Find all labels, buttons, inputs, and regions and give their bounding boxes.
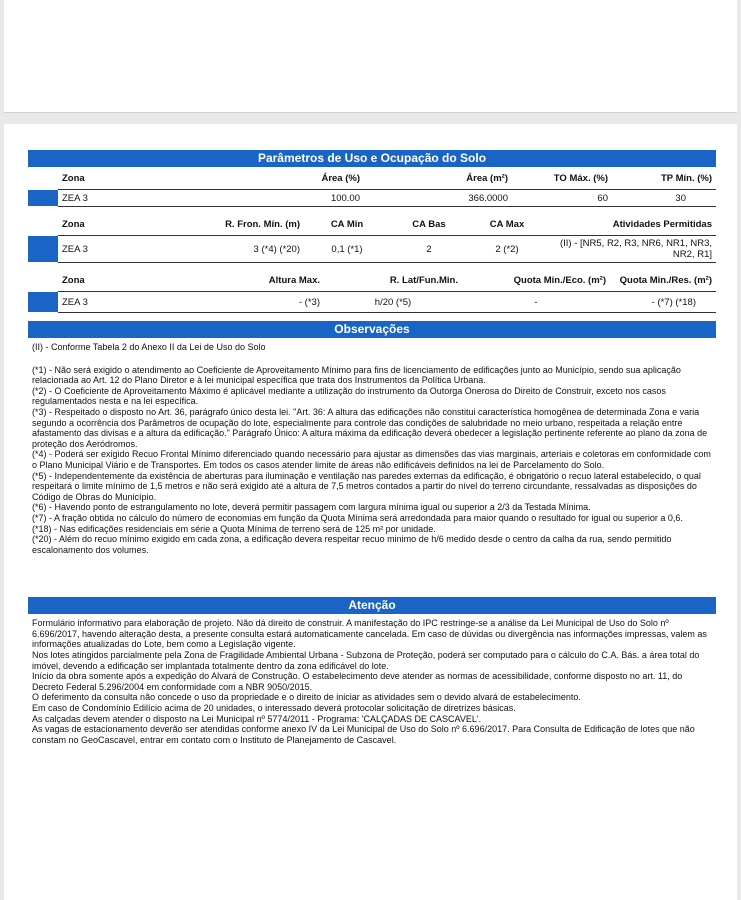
observacao-item: (*5) - Independentemente da existência de aberturas para iluminação e ventilação nas paredes externas da edificação, é obrigatório o recuo lateral estabelecido, o qual respeitará o limite mínimo de 1,5 metros e não será exigido até a altura de 7,5 metros contados a partir do nível do terreno circundante, ressalvadas as disposições do Código de Obras do Município. bbox=[32, 470, 701, 502]
observacoes-body bbox=[28, 342, 716, 555]
col-area-pct: Área (%) bbox=[216, 167, 364, 190]
col-r-fron: R. Fron. Mín. (m) bbox=[166, 213, 304, 236]
cell-to-max: 60 bbox=[512, 190, 612, 207]
col-to-max: TO Máx. (%) bbox=[512, 167, 612, 190]
cell-ca-min: 0,1 (*1) bbox=[304, 236, 390, 263]
col-zona: Zona bbox=[58, 167, 216, 190]
col-ca-min: CA Min bbox=[304, 213, 390, 236]
observacoes-intro: (II) - Conforme Tabela 2 do Anexo II da Lei de Uso do Solo bbox=[32, 342, 266, 352]
atencao-paragraph: Início da obra somente após a expedição do Alvará de Construção. O estabelecimento deve atender as normas de acessibilidade, conforme disposto no art. 11, do Decreto Federal 5.296/2004 em conformidade com a NBR 9050/2015. bbox=[32, 671, 683, 692]
col-ca-max: CA Max bbox=[468, 213, 546, 236]
cell-ca-bas: 2 bbox=[390, 236, 468, 263]
col-zona: Zona bbox=[58, 269, 166, 292]
col-quota-res: Quota Min./Res. (m²) bbox=[610, 269, 716, 292]
table-recuos bbox=[28, 213, 716, 263]
cell-area-m2: 366.0000 bbox=[364, 190, 512, 207]
table-header-row bbox=[28, 167, 716, 190]
observacao-item: (*1) - Não será exigido o atendimento ao Coeficiente de Aproveitamento Mínimo para fins de licenciamento de edificações junto ao Município, sendo sua aplicação relacionada ao Art. 12 do Plano Diretor e à lei municipal específica que trata dos Instrumentos da Política Urbana. bbox=[32, 364, 681, 386]
cell-quota-eco: - bbox=[462, 292, 610, 313]
parametros-header: Parâmetros de Uso e Ocupação do Solo bbox=[28, 150, 716, 167]
table-row bbox=[28, 236, 716, 263]
observacao-item: (*2) - O Coeficiente de Aproveitamento Máximo é aplicável mediante a utilização do instrumento da Outorga Onerosa do Direito de Construir, exceto nos casos regulamentados nesta e na lei específica. bbox=[32, 385, 666, 407]
table-row bbox=[28, 292, 716, 313]
atencao-paragraph: O deferimento da consulta não concede o uso da propriedade e o direito de iniciar as atividades sem o devido alvará de estabelecimento. bbox=[32, 692, 581, 703]
observacao-item: (*6) - Havendo ponto de estrangulamento no lote, deverá permitir passagem com largura mínima igual ou superior a 2/3 da Testada Mínima. bbox=[32, 502, 591, 513]
header-spacer bbox=[28, 269, 58, 292]
atencao-paragraph: As calçadas devem atender o disposto na Lei Municipal nº 5774/2011 - Programa: 'CALÇADAS DE CASCAVEL'. bbox=[32, 713, 482, 724]
previous-page bbox=[4, 0, 737, 113]
observacao-item: (*20) - Além do recuo mínimo exigido em cada zona, a edificação devera respeitar recuo minimo de h/6 medido desde o centro da calha da rua, sendo permitido escalonamento dos volumes. bbox=[32, 534, 672, 555]
cell-altura-max: - (*3) bbox=[166, 292, 324, 313]
cell-r-lat: h/20 (*5) bbox=[324, 292, 462, 313]
table-row bbox=[28, 190, 716, 207]
col-zona: Zona bbox=[58, 213, 166, 236]
cell-zona: ZEA 3 bbox=[58, 236, 166, 263]
cell-tp-min: 30 bbox=[612, 190, 716, 207]
header-spacer bbox=[28, 213, 58, 236]
observacao-item: (*7) - A fração obtida no cálculo do número de economias em função da Quota Mínima será arredondada para maior quando o resultado for igual ou superior a 0,6. bbox=[32, 512, 683, 523]
observacoes-header: Observações bbox=[28, 321, 716, 338]
row-marker bbox=[28, 190, 58, 207]
col-quota-eco: Quota Min./Eco. (m²) bbox=[462, 269, 610, 292]
table-header-row bbox=[28, 213, 716, 236]
col-tp-min: TP Mín. (%) bbox=[612, 167, 716, 190]
row-marker bbox=[28, 292, 58, 313]
observacao-item: (*4) - Poderá ser exigido Recuo Frontal Mínimo diferenciado quando necessário para ajustar as dimensões das vias marginais, arteriais e coletoras em conformidade com o Plano Municipal Viário e de Transportes. Em todos os casos atender limite de áreas não edificáveis definidos na lei de Parcelamento do Solo. bbox=[32, 449, 711, 470]
atencao-body bbox=[28, 618, 716, 745]
cell-ca-max: 2 (*2) bbox=[468, 236, 546, 263]
atencao-paragraph: Nos lotes atingidos parcialmente pela Zona de Fragilidade Ambiental Urbana - Subzona de Proteção, poderá ser computado para o cálculo do C.A. Bás. a área total do imóvel, devendo a edificação ser implantada totalmente dentro da zona edificável do lote. bbox=[32, 650, 700, 671]
atencao-paragraph: Em caso de Condomínio Edilício acima de 20 unidades, o interessado deverá protocolar solicitação de diretrizes básicas. bbox=[32, 703, 516, 714]
cell-r-fron: 3 (*4) (*20) bbox=[166, 236, 304, 263]
cell-zona: ZEA 3 bbox=[58, 190, 216, 207]
table-alturas bbox=[28, 269, 716, 313]
header-spacer bbox=[28, 167, 58, 190]
cell-atividades: (II) - [NR5, R2, R3, NR6, NR1, NR3, NR2, R1] bbox=[546, 236, 716, 263]
col-atividades: Atividades Permitidas bbox=[546, 213, 716, 236]
table-area bbox=[28, 167, 716, 207]
col-altura-max: Altura Max. bbox=[166, 269, 324, 292]
col-r-lat: R. Lat/Fun.Min. bbox=[324, 269, 462, 292]
row-marker bbox=[28, 236, 58, 263]
atencao-header: Atenção bbox=[28, 597, 716, 614]
document-content bbox=[28, 150, 716, 745]
col-area-m2: Área (m²) bbox=[364, 167, 512, 190]
col-ca-bas: CA Bas bbox=[390, 213, 468, 236]
cell-quota-res: - (*7) (*18) bbox=[610, 292, 716, 313]
document-page bbox=[4, 124, 737, 900]
cell-zona: ZEA 3 bbox=[58, 292, 166, 313]
observacao-item: (*3) - Respeitado o disposto no Art. 36, parágrafo único desta lei. "Art. 36: A altura das edificações não constitui característica homogênea de determinada Zona e varia segundo a ocorrência dos Parâmetros de ocupação do lote, especialmente para controle das condições de salubridade no meio urbano, respeitada a relação entre afastamento das divisas e a altura da edificação." Parágrafo Único: A altura máxima da edificação deverá obedecer a legislação pertinente referente ao plano da zona de proteção dos Aeródromos. bbox=[32, 406, 708, 449]
atencao-paragraph: Formulário informativo para elaboração de projeto. Não dá direito de construir. A manifestação do IPC restringe-se a análise da Lei Municipal de Uso do Solo nº 6.696/2017, havendo alteração desta, a presente consulta estará automaticamente cancelada. Em caso de dúvidas ou divergência nas informações impressas, valem as informações atualizadas do Lote, bem como a Legislação vigente. bbox=[32, 618, 707, 650]
cell-area-pct: 100.00 bbox=[216, 190, 364, 207]
atencao-paragraph: As vagas de estacionamento deverão ser atendidas conforme anexo IV da Lei Municipal de Uso do Solo nº 6.696/2017. Para Consulta de Edificação de lotes que não constam no GeoCascavel, entrar em contato com o Instituto de Planejamento de Cascavel. bbox=[32, 724, 695, 745]
observacao-item: (*18) - Nas edificações residenciais em série a Quota Mínima de terreno será de 125 m² por unidade. bbox=[32, 523, 436, 534]
table-header-row bbox=[28, 269, 716, 292]
